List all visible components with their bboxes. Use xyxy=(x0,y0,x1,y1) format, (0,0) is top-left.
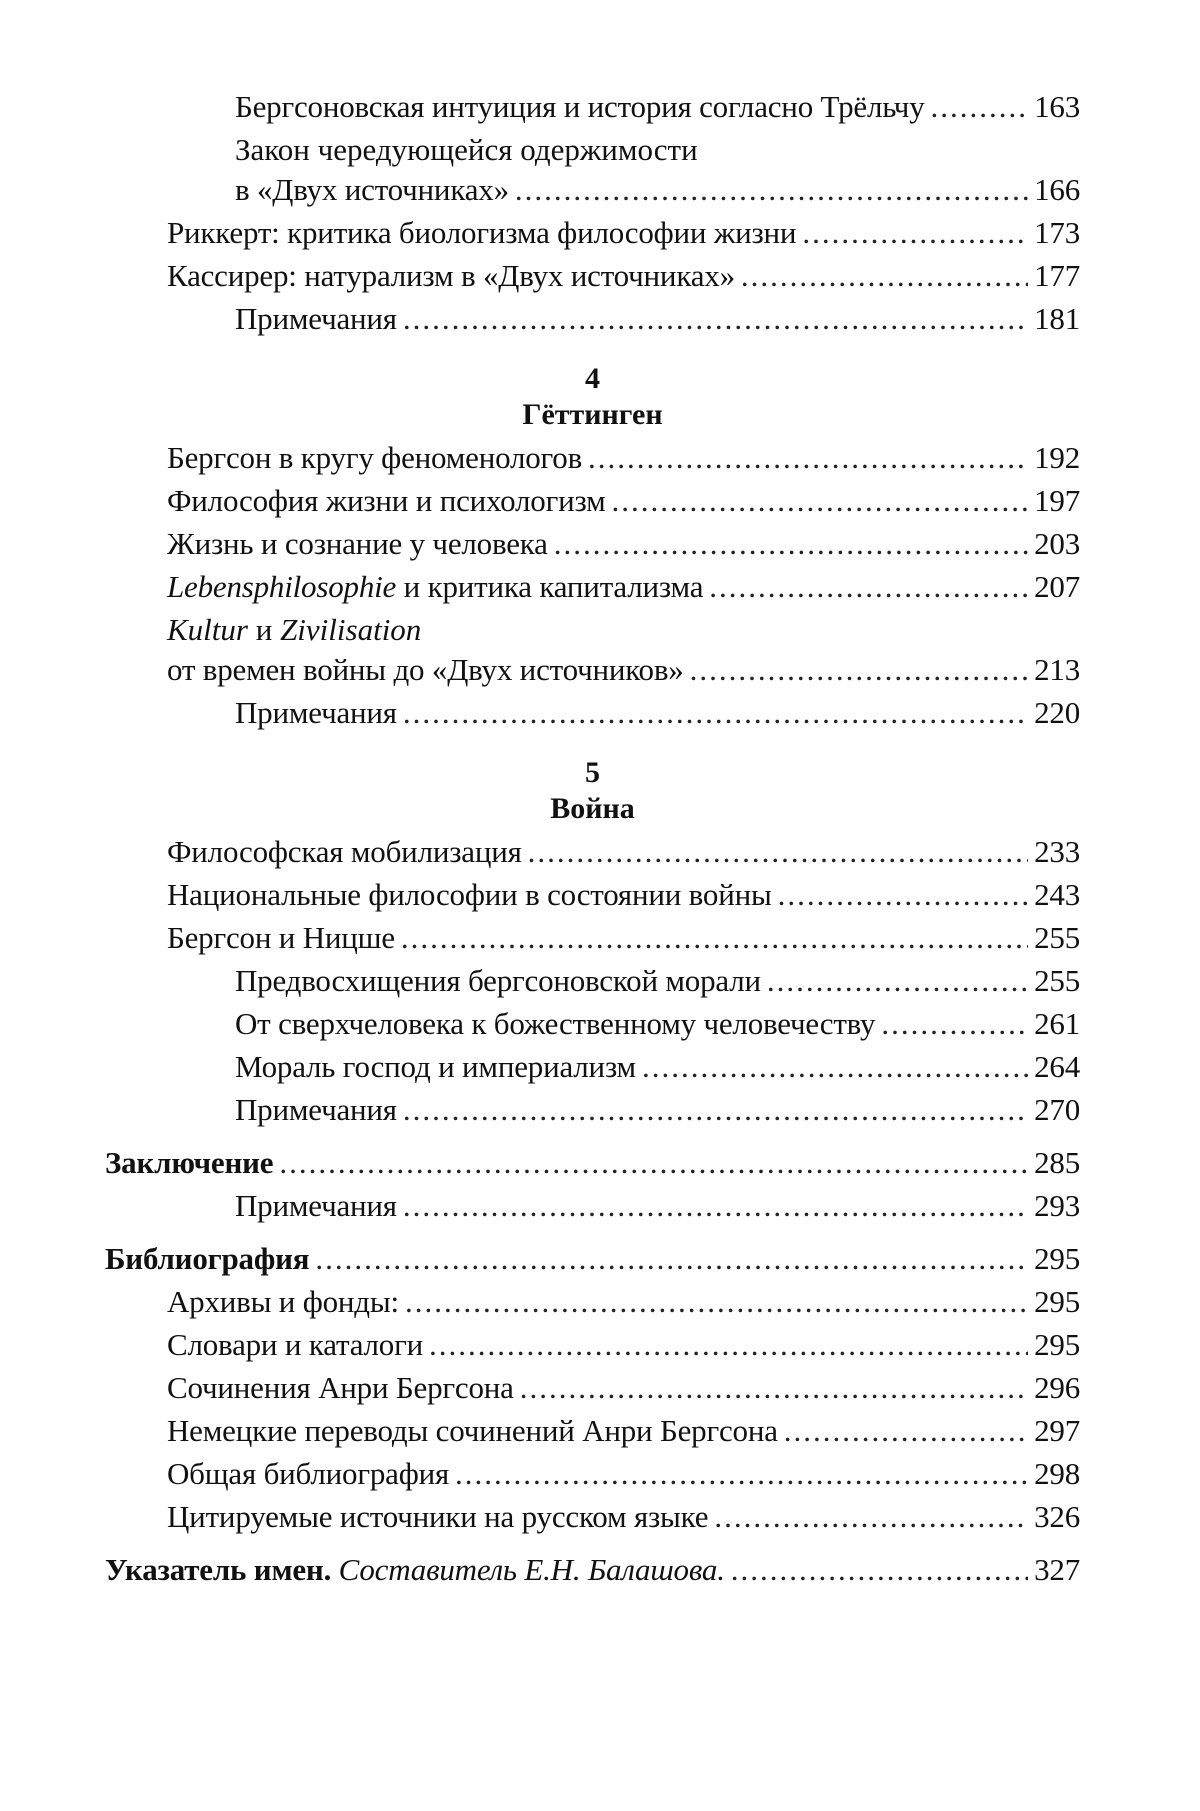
toc-entry-title-italic: Zivilisation xyxy=(280,612,422,647)
toc-entry xyxy=(105,482,1080,525)
toc-entry-title: Мораль господ и империализм xyxy=(235,1049,636,1084)
dot-leader xyxy=(455,1455,1028,1493)
toc-page-number: 270 xyxy=(1034,1092,1080,1127)
toc-entry xyxy=(105,611,1080,694)
toc-section-title: Заключение xyxy=(105,1145,274,1180)
chapter-number: 4 xyxy=(585,362,600,395)
toc-entry-title: Примечания xyxy=(235,1092,397,1127)
toc-page-number: 220 xyxy=(1034,695,1080,730)
toc-entry-title xyxy=(167,568,703,606)
toc-page-number: 192 xyxy=(1034,440,1080,475)
toc-entry-title-mid: и xyxy=(247,612,281,647)
table-of-contents xyxy=(105,88,1080,1594)
toc-page-number: 296 xyxy=(1034,1370,1080,1405)
toc-section-index xyxy=(105,1551,1080,1594)
toc-entry xyxy=(105,962,1080,1005)
dot-leader xyxy=(784,1412,1028,1450)
toc-entry xyxy=(105,1369,1080,1412)
toc-section-title-bold: Указатель имен. xyxy=(105,1552,332,1587)
toc-section-conclusion xyxy=(105,1144,1080,1187)
toc-entry xyxy=(105,439,1080,482)
toc-entry xyxy=(105,257,1080,300)
dot-leader xyxy=(279,1144,1028,1182)
toc-page-number: 197 xyxy=(1034,483,1080,518)
toc-entry-title: Словари и каталоги xyxy=(167,1327,423,1362)
toc-entry xyxy=(105,1283,1080,1326)
toc-entry-title-line xyxy=(167,611,1080,651)
dot-leader xyxy=(881,1005,1028,1043)
toc-page-number: 163 xyxy=(1034,89,1080,124)
toc-entry xyxy=(105,300,1080,343)
toc-page-number: 166 xyxy=(1034,172,1080,207)
dot-leader xyxy=(731,1551,1028,1589)
toc-entry xyxy=(105,1326,1080,1369)
toc-page-number: 297 xyxy=(1034,1413,1080,1448)
toc-page-number: 295 xyxy=(1034,1327,1080,1362)
toc-page-number: 181 xyxy=(1034,301,1080,336)
dot-leader xyxy=(709,568,1028,606)
toc-page-number: 255 xyxy=(1034,920,1080,955)
toc-entry xyxy=(105,1498,1080,1541)
toc-entry-title: Философская мобилизация xyxy=(167,834,522,869)
toc-entry-title-italic: Kultur xyxy=(167,612,248,647)
dot-leader xyxy=(528,833,1028,871)
toc-entry xyxy=(105,568,1080,611)
dot-leader xyxy=(778,876,1028,914)
toc-section-title xyxy=(105,1551,725,1589)
toc-page-number: 243 xyxy=(1034,877,1080,912)
toc-entry-title: Кассирер: натурализм в «Двух источниках» xyxy=(167,258,735,293)
toc-entry-title: Цитируемые источники на русском языке xyxy=(167,1499,709,1534)
toc-page-number: 293 xyxy=(1034,1188,1080,1223)
dot-leader xyxy=(690,651,1029,689)
toc-entry-title: Бергсоновская интуиция и история согласно Трёльчу xyxy=(235,89,925,124)
toc-page-number: 207 xyxy=(1034,569,1080,604)
toc-entry xyxy=(105,1187,1080,1230)
toc-entry-title: Немецкие переводы сочинений Анри Бергсона xyxy=(167,1413,778,1448)
toc-entry-title: Архивы и фонды: xyxy=(167,1284,399,1319)
toc-entry xyxy=(105,919,1080,962)
dot-leader xyxy=(741,257,1028,295)
toc-page-number: 233 xyxy=(1034,834,1080,869)
toc-entry-title: Жизнь и сознание у человека xyxy=(167,526,548,561)
dot-leader xyxy=(515,171,1028,209)
toc-page-number: 177 xyxy=(1034,258,1080,293)
toc-page-number: 173 xyxy=(1034,215,1080,250)
toc-entry-title: Бергсон в кругу феноменологов xyxy=(167,440,583,475)
toc-entry-title: от времен войны до «Двух источников» xyxy=(167,652,684,687)
dot-leader xyxy=(554,525,1028,563)
toc-page-number: 264 xyxy=(1034,1049,1080,1084)
toc-page-number: 295 xyxy=(1034,1241,1080,1276)
dot-leader xyxy=(714,1498,1028,1536)
toc-entry xyxy=(105,131,1080,214)
toc-page-number: 326 xyxy=(1034,1499,1080,1534)
chapter-number: 5 xyxy=(585,756,600,789)
toc-page-number: 255 xyxy=(1034,963,1080,998)
toc-entry-title-rest: и критика капитализма xyxy=(396,569,704,604)
toc-entry xyxy=(105,694,1080,737)
toc-entry xyxy=(105,1048,1080,1091)
toc-entry xyxy=(105,1455,1080,1498)
toc-section-title: Библиография xyxy=(105,1241,310,1276)
toc-page-number: 327 xyxy=(1034,1552,1080,1587)
toc-entry-title: Сочинения Анри Бергсона xyxy=(167,1370,514,1405)
toc-entry xyxy=(105,833,1080,876)
chapter-title: Война xyxy=(550,792,635,825)
toc-entry-title: Примечания xyxy=(235,695,397,730)
dot-leader xyxy=(403,694,1028,732)
toc-entry-title: Философия жизни и психологизм xyxy=(167,483,606,518)
toc-entry-title: Примечания xyxy=(235,301,397,336)
toc-page-number: 298 xyxy=(1034,1456,1080,1491)
toc-entry xyxy=(105,1412,1080,1455)
toc-entry-title-line: Закон чередующейся одержимости xyxy=(235,132,698,167)
toc-entry xyxy=(105,88,1080,131)
dot-leader xyxy=(520,1369,1028,1407)
chapter-title: Гёттинген xyxy=(522,398,663,431)
toc-entry xyxy=(105,1005,1080,1048)
toc-entry xyxy=(105,1091,1080,1134)
toc-page-number: 285 xyxy=(1034,1145,1080,1180)
toc-entry xyxy=(105,214,1080,257)
toc-page-number: 295 xyxy=(1034,1284,1080,1319)
toc-page-number: 203 xyxy=(1034,526,1080,561)
toc-page-number: 261 xyxy=(1034,1006,1080,1041)
dot-leader xyxy=(403,1091,1028,1129)
toc-entry-title: Примечания xyxy=(235,1188,397,1223)
toc-page-number: 213 xyxy=(1034,652,1080,687)
toc-entry xyxy=(105,876,1080,919)
toc-entry-title: Общая библиография xyxy=(167,1456,450,1491)
dot-leader xyxy=(403,1187,1028,1225)
toc-entry-title-italic: Lebensphilosophie xyxy=(167,569,397,604)
dot-leader xyxy=(802,214,1028,252)
toc-entry-title: Бергсон и Ницше xyxy=(167,920,395,955)
dot-leader xyxy=(642,1048,1028,1086)
toc-section-bibliography xyxy=(105,1240,1080,1283)
dot-leader xyxy=(612,482,1029,520)
dot-leader xyxy=(931,88,1029,126)
dot-leader xyxy=(401,919,1028,957)
toc-entry-title: Предвосхищения бергсоновской морали xyxy=(235,963,761,998)
dot-leader xyxy=(403,300,1028,338)
dot-leader xyxy=(767,962,1028,1000)
dot-leader xyxy=(315,1240,1028,1278)
toc-entry-title: Риккерт: критика биологизма философии жизни xyxy=(167,215,797,250)
dot-leader xyxy=(405,1283,1028,1321)
toc-section-title-italic: Составитель Е.Н. Балашова. xyxy=(331,1552,725,1587)
dot-leader xyxy=(429,1326,1028,1364)
toc-entry-title: Национальные философии в состоянии войны xyxy=(167,877,772,912)
toc-entry xyxy=(105,525,1080,568)
toc-entry-title: От сверхчеловека к божественному человечеству xyxy=(235,1006,876,1041)
dot-leader xyxy=(588,439,1028,477)
toc-entry-title: в «Двух источниках» xyxy=(235,172,509,207)
